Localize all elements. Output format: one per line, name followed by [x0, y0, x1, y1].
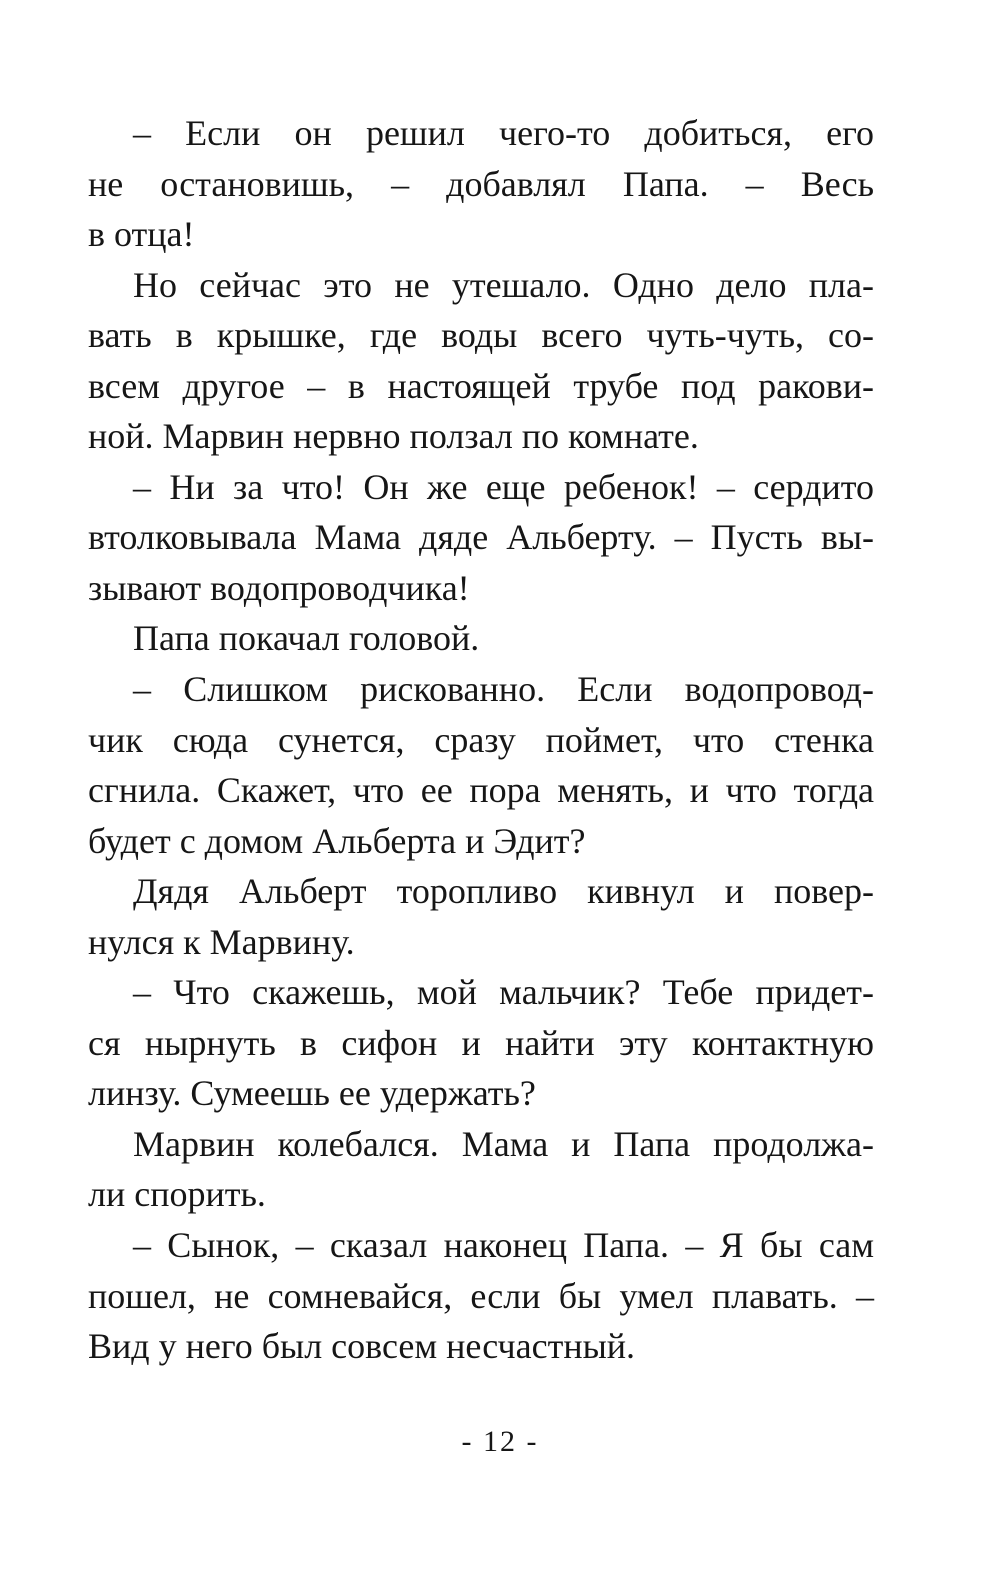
text-line: зывают водопроводчика!	[88, 567, 470, 608]
text-line: – Если он решил чего-то добиться, его	[133, 113, 874, 153]
text-line: – Что скажешь, мой мальчик? Тебе придет-	[133, 972, 874, 1013]
text-line: чик сюда сунется, сразу поймет, что стенка	[88, 719, 874, 760]
text-line: – Ни за что! Он же еще ребенок! – сердито	[133, 466, 874, 507]
text-line: Марвин колебался. Мама и Папа продолжа-	[133, 1123, 874, 1164]
text-line: Папа покачал головой.	[133, 618, 480, 659]
text-line: пошел, не сомневайся, если бы умел плавать. –	[88, 1275, 874, 1316]
text-line: Дядя Альберт торопливо кивнул и повер-	[133, 871, 874, 912]
text-line: всем другое – в настоящей трубе под ракови-	[88, 365, 874, 406]
text-line: не остановишь, – добавлял Папа. – Весь	[88, 163, 874, 204]
text-line: – Сынок, – сказал наконец Папа. – Я бы сам	[133, 1225, 874, 1266]
text-line: Но сейчас это не утешало. Одно дело пла-	[133, 264, 874, 305]
text-line: в отца!	[88, 214, 195, 255]
text-line: ной. Марвин нервно ползал по комнате.	[88, 416, 699, 457]
text-line: сгнила. Скажет, что ее пора менять, и что тогда	[88, 770, 874, 811]
text-line: нулся к Марвину.	[88, 921, 355, 962]
text-line: линзу. Сумеешь ее удержать?	[88, 1073, 536, 1114]
text-line: втолковывала Мама дяде Альберту. – Пусть вы-	[88, 517, 874, 558]
page-number: - 12 -	[461, 1425, 539, 1458]
text-line: ся нырнуть в сифон и найти эту контактную	[88, 1022, 874, 1063]
text-line: – Слишком рискованно. Если водопровод-	[133, 669, 874, 710]
text-line: будет с домом Альберта и Эдит?	[88, 820, 586, 861]
text-line: Вид у него был совсем несчастный.	[88, 1326, 636, 1367]
text-line: ли спорить.	[88, 1174, 266, 1215]
body-text	[88, 108, 874, 1372]
text-line: вать в крышке, где воды всего чуть-чуть, со-	[88, 315, 874, 356]
